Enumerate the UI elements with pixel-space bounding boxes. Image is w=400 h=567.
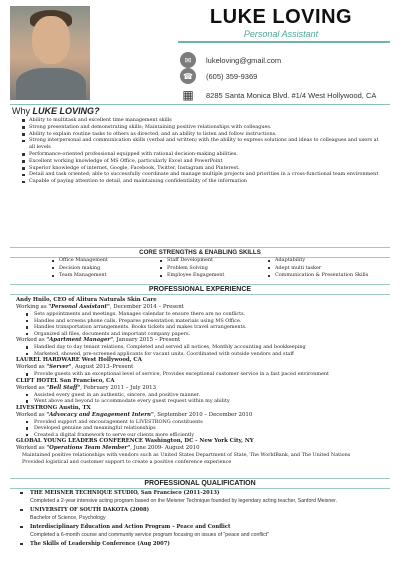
phone-text: (605) 359-9369: [206, 71, 258, 81]
list-item: Developed genuine and meaningful relationships: [16, 425, 386, 432]
role-line: Worked as "Advocacy and Engagement Intern", September 2010 – December 2010: [16, 411, 253, 418]
list-item: Ability to explain routine tasks to others as directed, and an ability to listen and follow instructions.: [22, 131, 384, 138]
list-item: Excellent working knowledge of MS Office, particularly Excel and PowerPoint: [22, 158, 384, 165]
duties-list: [16, 392, 386, 405]
list-item: Capable of paying attention to detail, and maintaining confidentiality of the information: [22, 178, 384, 185]
list-item: Created a digital framework to serve our clients more efficiently: [16, 432, 386, 439]
list-item: Marketed, showed, pre-screened applicants for vacant units, Coordinated with outside vendors and staff: [16, 351, 386, 358]
list-item: Assisted every guest in an authentic, sincere, and positive manner.: [16, 392, 386, 399]
company-name: CLIFT HOTEL San Francisco, CA: [16, 377, 115, 384]
list-item: Went above and beyond to accommodate every guest request within my ability: [16, 398, 386, 405]
list-item: Strong presentation and demonstrating skills; Maintaining positive relationships with colleagues.: [22, 124, 384, 131]
experience-heading: PROFESSIONAL EXPERIENCE: [10, 284, 390, 295]
skill-item: Communication & Presentation Skills: [268, 272, 392, 280]
list-item: Handles and screens phone calls. Prepares presentation materials using MS Office.: [16, 318, 386, 325]
duty-text: Provided logistical and customer support to create a positive conference experience: [22, 458, 232, 465]
duty-text: Maintained positive relationships with vendors such as United States Department of State, The WorldBank, and The United Nations: [22, 452, 351, 458]
email-icon: ✉: [180, 52, 196, 68]
duties-list: [16, 371, 386, 378]
company-name: Andy Hnilo, CEO of Alitura Naturals Skin Care: [16, 297, 157, 303]
list-item: Detail and task oriented; able to successfully coordinate and manage multiple projects and priorities in a cross-functional team environment: [22, 171, 384, 178]
job-title: Personal Assistant: [243, 29, 319, 39]
list-item: Performance-oriented professional equipped with rational decision-making abilities.: [22, 151, 384, 158]
contact-phone: [180, 68, 257, 84]
company-name: GLOBAL YOUNG LEADERS CONFERENCE Washington, DC - New York City, NY: [16, 438, 254, 444]
skill-item: Adaptability: [268, 257, 392, 265]
profile-photo: [10, 6, 90, 100]
contact-address: [180, 87, 376, 103]
company-name: LIVESTRONG Austin, TX: [16, 404, 91, 411]
qualification-desc: Bachelor of Science, Psychology: [30, 515, 106, 521]
why-prefix: Why: [12, 106, 33, 116]
role-line: Working as "Personal Assistant", December 2014 – Present: [16, 304, 184, 310]
why-list: [22, 117, 384, 185]
duties-list: [16, 419, 386, 439]
skill-item: Problem Solving: [160, 265, 268, 273]
duties-list: [16, 311, 386, 337]
why-name: LUKE LOVING?: [32, 106, 100, 116]
qualification-heading: PROFESSIONAL QUALIFICATION: [10, 478, 390, 489]
role-line: Worked as "Server", August 2013–Present: [16, 364, 134, 370]
candidate-name: LUKE LOVING: [209, 6, 353, 28]
list-item: Handles transportation arrangements. Books tickets and makes travel arrangements.: [16, 324, 386, 331]
qualification-desc: Completed a 6-month course and community service program focusing on issues of "peace and conflict": [30, 532, 269, 538]
qualification-title: UNIVERSITY OF SOUTH DAKOTA (2008): [16, 506, 386, 514]
skill-item: Team Management: [52, 272, 160, 280]
qualification-desc: Completed a 2-year intensive acting program based on the Meisner Technique founded by legendary acting teacher, Sanford Meisner.: [30, 498, 338, 504]
skill-item: Employee Engagement: [160, 272, 268, 280]
calendar-icon: ▦: [180, 87, 196, 103]
why-heading: [12, 106, 100, 116]
list-item: Superior knowledge of internet, Google, Facebook, Twitter, Instagram and Pinterest.: [22, 165, 384, 172]
role-line: Worked as "Apartment Manager", January 2015 – Present: [16, 337, 181, 343]
qualification-list: [16, 489, 386, 548]
skill-item: Decision making: [52, 265, 160, 273]
qualification-title: The Skills of Leadership Conference (Aug 2007): [16, 540, 386, 548]
list-item: Provided support and encouragement to LIVESTRONG constituents: [16, 419, 386, 426]
list-item: Ability to multitask and excellent time management skills: [22, 117, 384, 124]
address-text: 8285 Santa Monica Blvd. #1/4 West Hollywood, CA: [206, 90, 377, 100]
role-line: Worked as "Bell Staff", February 2011 – July 2013: [16, 384, 157, 391]
contact-email: [180, 52, 281, 68]
skills-heading: CORE STRENGTHS & ENABLING SKILLS: [10, 247, 390, 258]
role-line: Worked as "Operations Team Member", June 2009- August 2010: [16, 445, 200, 451]
list-item: Sets appointments and meetings. Manages calendar to ensure there are no conflicts.: [16, 311, 386, 318]
skills-grid: [52, 257, 392, 280]
phone-icon: ☎: [180, 68, 196, 84]
company-name: LAUREL HARDWARE West Hollywood, CA: [16, 357, 142, 363]
list-item: Handled day to day tenant relations, Completed and served all notices, Monthly accounting and bookkeeping: [16, 344, 386, 351]
qualification-title: THE MEISNER TECHNIQUE STUDIO, San Francisco (2011-2013): [16, 489, 386, 497]
list-item: Provide guests with an exceptional level of service, Provides exceptional customer service in a fast paced environment: [16, 371, 386, 378]
skill-item: Staff Development: [160, 257, 268, 265]
list-item: Organized all files, documents and important company papers.: [16, 331, 386, 338]
skill-item: Adept multi tasker: [268, 265, 392, 273]
experience-section: [16, 297, 386, 465]
list-item: Strong interpersonal and communication skills (verbal and written) with the ability to express solutions and ideas to colleagues and users at all levels: [22, 137, 384, 151]
title-divider: [178, 41, 390, 43]
qualification-title: Interdisciplinary Education and Action Program – Peace and Conflict: [16, 523, 386, 531]
email-text: lukeloving@gmail.com: [206, 55, 282, 65]
skill-item: Office Management: [52, 257, 160, 265]
why-divider: [10, 104, 390, 105]
duties-list: [16, 344, 386, 357]
